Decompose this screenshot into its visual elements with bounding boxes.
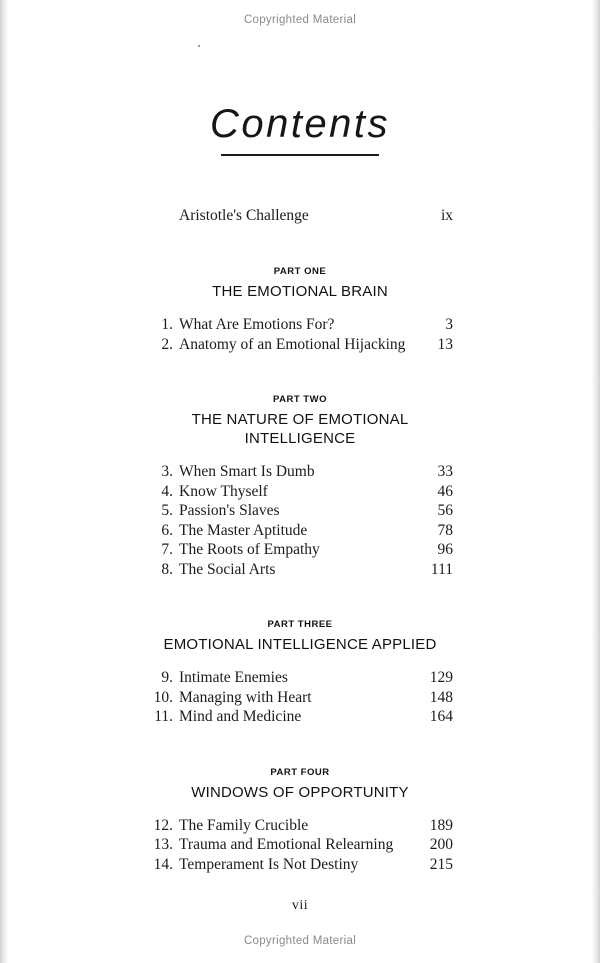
page-folio: vii: [291, 898, 309, 913]
chapter-title: The Family Crucible: [179, 816, 309, 834]
front-matter-page: ix: [440, 207, 453, 224]
chapter-page: 164: [429, 708, 453, 725]
part-label: PART TWO: [273, 394, 327, 405]
scan-speck: [198, 45, 200, 47]
toc-entry: [147, 668, 453, 688]
chapter-page: 13: [437, 335, 453, 353]
chapter-title: Passion's Slaves: [179, 502, 280, 519]
part-title: EMOTIONAL INTELLIGENCE APPLIED: [163, 636, 437, 653]
part-title: THE NATURE OF EMOTIONAL INTELLIGENCE: [191, 411, 409, 447]
chapter-number: 6.: [161, 521, 173, 539]
chapter-list-four: [147, 816, 453, 875]
chapter-list-three: [147, 668, 453, 727]
chapter-title: Mind and Medicine: [179, 708, 302, 725]
chapter-title: Intimate Enemies: [179, 669, 288, 686]
chapter-title: The Master Aptitude: [179, 521, 308, 539]
toc-entry: [147, 315, 453, 335]
toc-entry: [147, 521, 453, 541]
chapter-number: 4.: [161, 482, 173, 500]
chapter-list-one: [147, 315, 453, 354]
chapter-number: 5.: [161, 502, 173, 519]
toc-entry: [147, 855, 453, 875]
chapter-title: Trauma and Emotional Relearning: [179, 836, 394, 853]
chapter-title: When Smart Is Dumb: [179, 463, 315, 480]
toc-entry: [147, 816, 453, 836]
chapter-number: 2.: [161, 335, 173, 353]
chapter-page: 148: [429, 688, 453, 706]
chapter-number: 11.: [154, 708, 173, 725]
chapter-title: Know Thyself: [179, 482, 268, 500]
chapter-page: 3: [445, 316, 453, 333]
toc-entry: [147, 707, 453, 727]
chapter-title: Managing with Heart: [179, 688, 312, 706]
chapter-number: 12.: [153, 816, 173, 834]
part-title: WINDOWS OF OPPORTUNITY: [191, 783, 409, 801]
toc-entry: [147, 560, 453, 580]
page-edge-right: [591, 0, 600, 963]
page-edge-left: [0, 0, 9, 963]
part-section-four: [147, 767, 453, 802]
chapter-page: 189: [429, 816, 453, 834]
chapter-page: 46: [437, 482, 453, 500]
chapter-title: The Roots of Empathy: [179, 541, 320, 558]
chapter-page: 78: [437, 521, 453, 539]
chapter-number: 3.: [161, 463, 173, 480]
part-section-two: [147, 394, 453, 448]
chapter-page: 33: [437, 463, 453, 480]
chapter-title: The Social Arts: [179, 560, 276, 578]
chapter-title: What Are Emotions For?: [179, 316, 335, 333]
chapter-title: Anatomy of an Emotional Hijacking: [179, 335, 406, 353]
chapter-page: 56: [437, 502, 453, 519]
part-label: PART THREE: [267, 619, 333, 630]
toc-entry: [147, 335, 453, 355]
toc-entry: [147, 462, 453, 482]
chapter-page: 200: [429, 836, 453, 853]
part-title: THE EMOTIONAL BRAIN: [212, 283, 388, 300]
copyright-notice-top: Copyrighted Material: [243, 14, 357, 26]
front-matter-entry: [147, 206, 453, 226]
contents-column: [147, 206, 453, 914]
part-label: PART FOUR: [270, 766, 330, 778]
chapter-number: 1.: [161, 316, 173, 333]
toc-entry: [147, 482, 453, 502]
front-matter-title: Aristotle's Challenge: [179, 207, 309, 224]
part-label: PART ONE: [273, 266, 327, 277]
chapter-page: 129: [429, 669, 453, 686]
chapter-page: 215: [429, 855, 453, 873]
copyright-notice-bottom: Copyrighted Material: [243, 935, 357, 947]
chapter-number: 8.: [161, 560, 173, 578]
toc-entry: [147, 501, 453, 521]
contents-title: Contents: [209, 102, 391, 146]
toc-entry: [147, 688, 453, 708]
chapter-number: 10.: [153, 688, 173, 706]
chapter-page: 111: [430, 560, 453, 578]
chapter-page: 96: [437, 541, 453, 558]
title-underline: [221, 154, 379, 156]
chapter-title: Temperament Is Not Destiny: [179, 855, 359, 873]
part-section-three: [147, 619, 453, 654]
part-section-one: [147, 266, 453, 301]
chapter-number: 13.: [153, 836, 173, 853]
chapter-number: 9.: [161, 669, 173, 686]
chapter-list-two: [147, 462, 453, 579]
toc-entry: [147, 835, 453, 855]
chapter-number: 7.: [161, 541, 173, 558]
toc-entry: [147, 540, 453, 560]
chapter-number: 14.: [153, 855, 173, 873]
